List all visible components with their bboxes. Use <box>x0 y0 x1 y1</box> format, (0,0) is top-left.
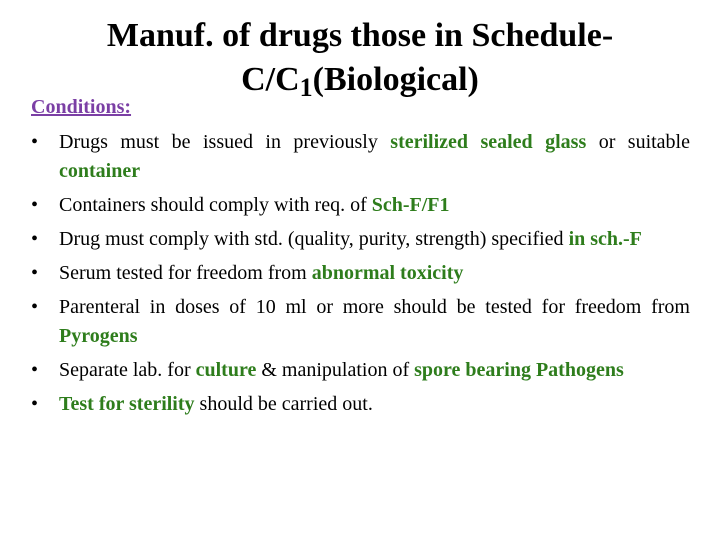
item-text: should be carried out. <box>194 393 373 415</box>
list-item <box>31 225 690 254</box>
bullet-icon: • <box>31 359 39 381</box>
title-subscript: 1 <box>299 73 313 102</box>
list-item <box>31 259 690 288</box>
item-text: & manipulation of <box>256 359 415 381</box>
list-item <box>31 191 690 220</box>
title-line-2-suffix: (Biological) <box>312 61 479 98</box>
conditions-heading: Conditions: <box>31 96 132 118</box>
item-text: or suitable <box>586 131 690 153</box>
list-item <box>31 356 690 385</box>
item-text: Drug must comply with std. (quality, purity, strength) specified <box>59 228 569 250</box>
list-item <box>31 128 690 186</box>
item-highlight: in sch.-F <box>568 228 642 250</box>
bullet-icon: • <box>31 296 39 318</box>
item-highlight: container <box>59 160 141 182</box>
title-line-1: Manuf. of drugs those in Schedule- <box>106 17 614 54</box>
item-text: Separate lab. for <box>59 359 196 381</box>
item-highlight: sterilized sealed glass <box>390 131 587 153</box>
bullet-icon: • <box>31 228 39 250</box>
slide-title <box>40 14 680 102</box>
item-highlight: culture <box>195 359 257 381</box>
bullet-icon: • <box>31 393 39 415</box>
title-line-2-prefix: C/C <box>241 61 300 98</box>
conditions-list <box>31 128 690 424</box>
bullet-icon: • <box>31 262 39 284</box>
item-text: Containers should comply with req. of <box>59 194 372 216</box>
bullet-icon: • <box>31 194 39 216</box>
bullet-icon: • <box>31 131 39 153</box>
item-text: Parenteral in doses of 10 ml or more should be tested for freedom from <box>59 296 690 318</box>
item-highlight: Pyrogens <box>59 325 138 347</box>
item-highlight: spore bearing Pathogens <box>414 359 624 381</box>
list-item <box>31 293 690 351</box>
title-line-2 <box>241 61 479 102</box>
item-highlight: Test for sterility <box>59 393 195 415</box>
item-highlight: abnormal toxicity <box>311 262 464 284</box>
list-item <box>31 390 690 419</box>
item-highlight: Sch-F/F1 <box>371 194 450 216</box>
item-text: Drugs must be issued in previously <box>59 131 391 153</box>
item-text: Serum tested for freedom from <box>59 262 312 284</box>
